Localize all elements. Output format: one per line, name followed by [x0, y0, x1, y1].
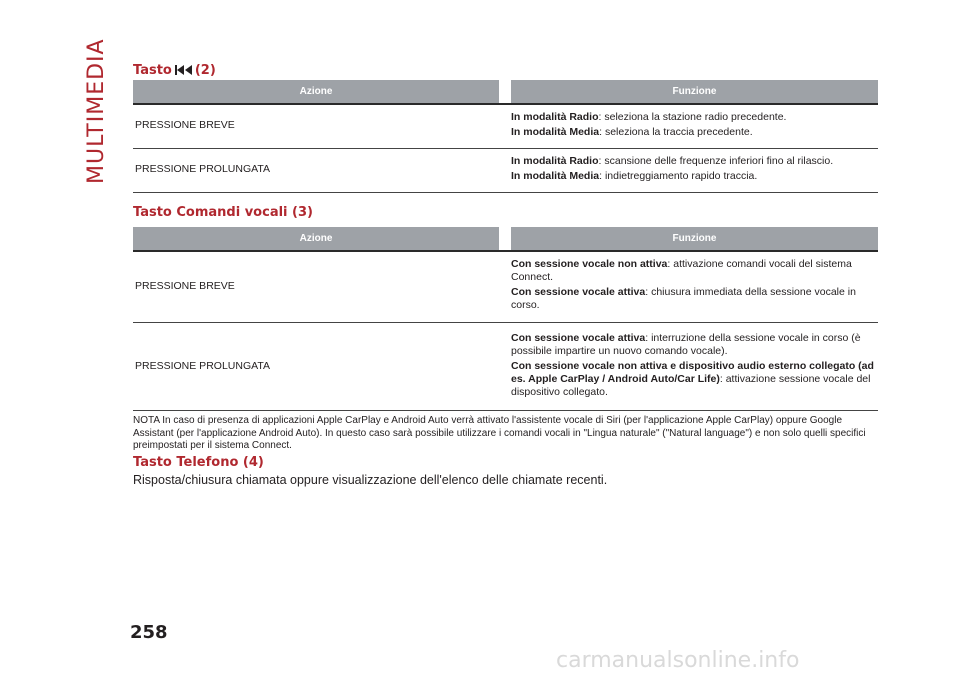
table-row — [133, 148, 878, 192]
section-title-rewind — [133, 60, 878, 80]
section-title-phone: Tasto Telefono (4) — [133, 455, 264, 470]
function-cell — [511, 323, 878, 411]
function-cell — [511, 148, 878, 192]
page-number: 258 — [130, 622, 168, 643]
function-label: Con sessione vocale attiva — [511, 331, 646, 344]
function-text: : seleziona la stazione radio precedente. — [598, 110, 787, 123]
voice-button-table — [133, 227, 878, 412]
section-title-suffix: (2) — [194, 62, 216, 78]
table-row — [133, 104, 878, 148]
function-text: : attivazione sessione vocale del dispositivo collegato. — [511, 372, 871, 398]
action-cell: PRESSIONE PROLUNGATA — [133, 148, 499, 192]
section-title-voice: Tasto Comandi vocali (3) — [133, 205, 313, 220]
function-text: : attivazione comandi vocali del sistema Connect. — [511, 258, 852, 284]
table-row — [133, 323, 878, 411]
column-header-action: Azione — [133, 80, 499, 104]
function-label: Con sessione vocale non attiva e dispositivo audio esterno collegato (ad es. Apple CarPlay / Android Auto/Car Life) — [511, 359, 874, 385]
function-text: : scansione delle frequenze inferiori fino al rilascio. — [598, 154, 834, 167]
function-label: In modalità Media — [511, 169, 600, 182]
function-text: : interruzione della sessione vocale in corso (è possibile impartire un nuovo comando vocale). — [511, 331, 861, 357]
action-cell: PRESSIONE BREVE — [133, 104, 499, 148]
table-row — [133, 251, 878, 323]
function-label: In modalità Radio — [511, 110, 599, 123]
column-header-function: Funzione — [511, 80, 878, 104]
section-title-prefix: Tasto — [133, 62, 172, 78]
rewind-icon — [175, 65, 193, 75]
function-text: : chiusura immediata della sessione vocale in corso. — [511, 286, 856, 312]
function-label: Con sessione vocale non attiva — [511, 258, 668, 271]
action-cell: PRESSIONE PROLUNGATA — [133, 323, 499, 411]
page-content — [133, 60, 878, 488]
function-label: In modalità Media — [511, 125, 600, 138]
column-header-function: Funzione — [511, 227, 878, 251]
phone-description: Risposta/chiusura chiamata oppure visualizzazione dell'elenco delle chiamate recenti. — [133, 472, 608, 487]
function-text: : seleziona la traccia precedente. — [599, 125, 753, 138]
rewind-button-table — [133, 80, 878, 193]
function-label: Con sessione vocale attiva — [511, 286, 646, 299]
function-cell — [511, 251, 878, 323]
section-side-label: MULTIMEDIA — [84, 38, 109, 184]
voice-note: NOTA In caso di presenza di applicazioni Apple CarPlay e Android Auto verrà attivato l'assistente vocale di Siri (per l'applicazione Apple CarPlay) oppure Google Assistant (per l'applicazione Android Auto). In questo caso sarà possibile utilizzare i comandi vocali in "Lingua naturale" ("Natural language") e non solo quelli specifici preimpostati per il sistema Connect. — [133, 415, 866, 451]
column-header-action: Azione — [133, 227, 499, 251]
function-cell — [511, 104, 878, 148]
watermark: carmanualsonline.info — [556, 648, 800, 673]
action-cell: PRESSIONE BREVE — [133, 251, 499, 323]
function-text: : indietreggiamento rapido traccia. — [599, 169, 758, 182]
function-label: In modalità Radio — [511, 154, 599, 167]
